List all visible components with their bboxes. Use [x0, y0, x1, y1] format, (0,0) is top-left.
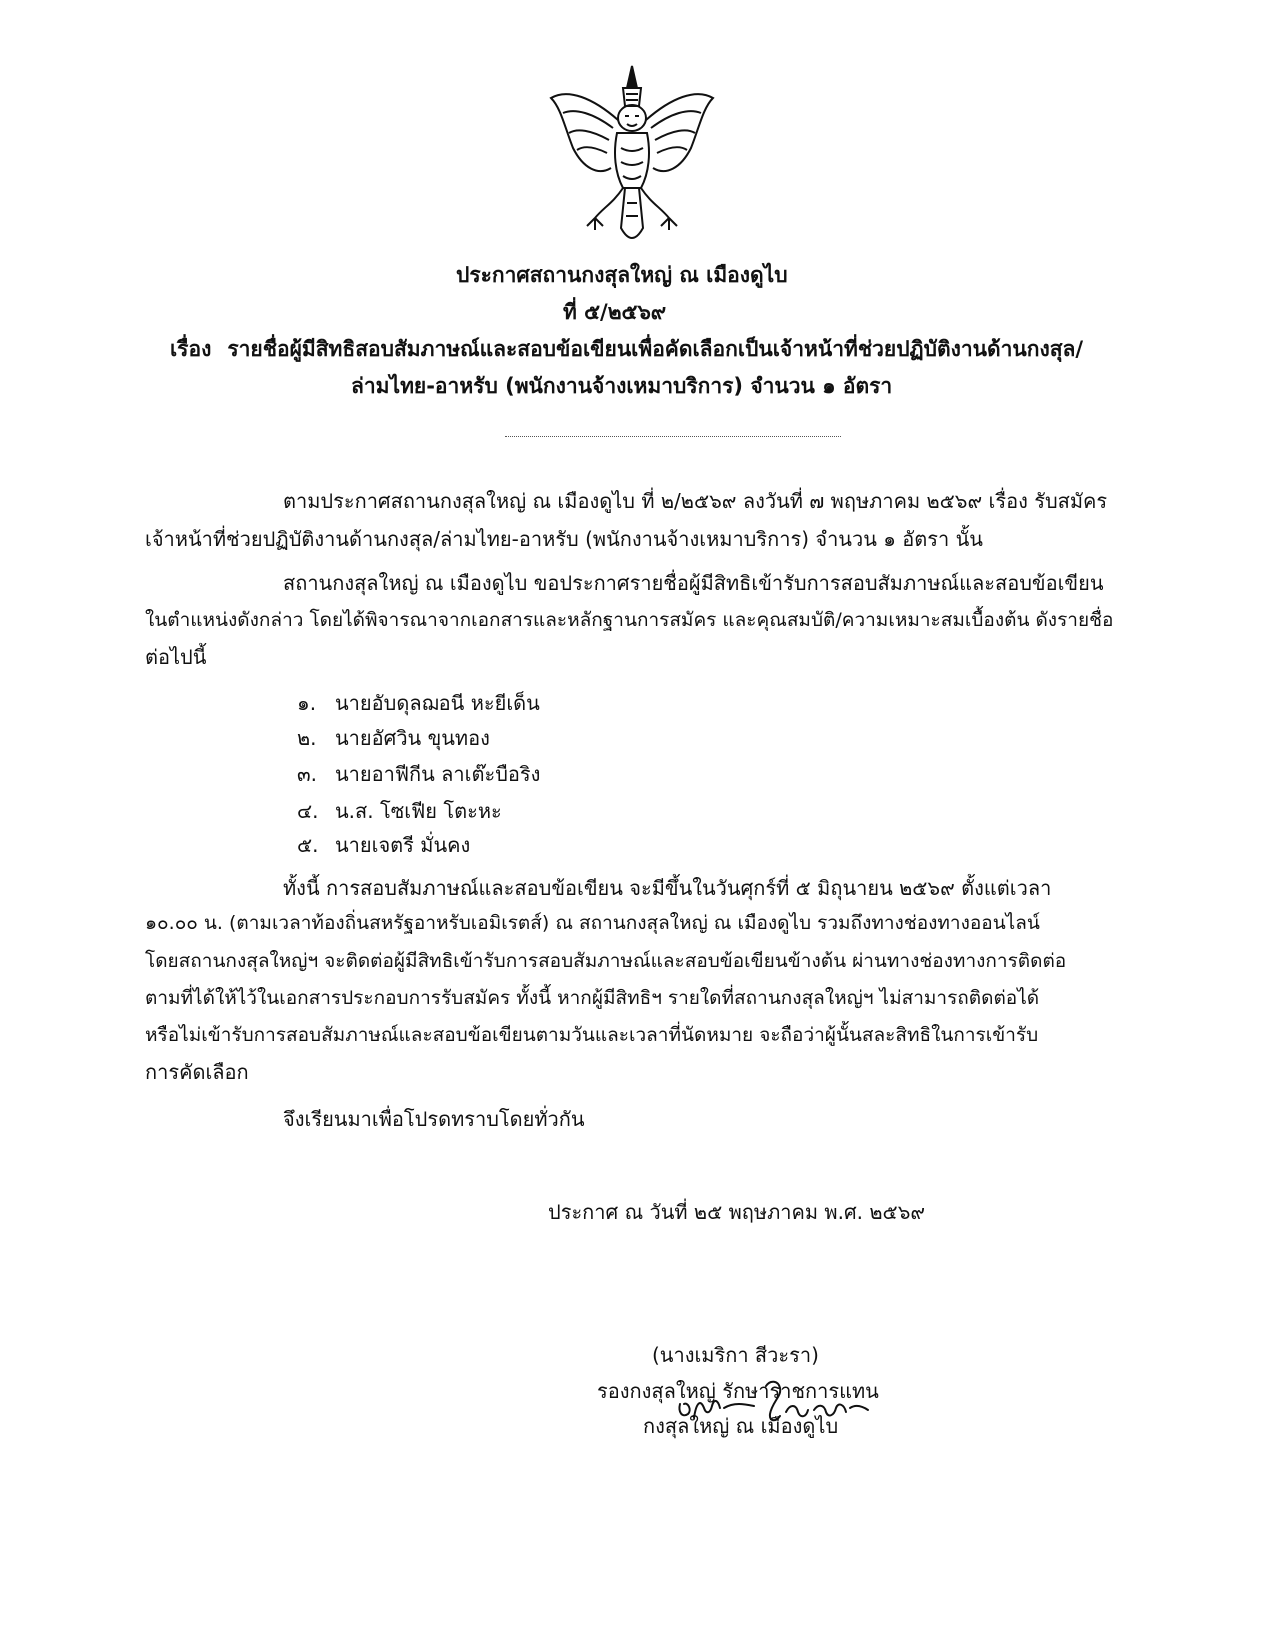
candidate-name: นายอาฟีกีน ลาเต๊ะบือริง	[335, 762, 541, 786]
list-item	[297, 722, 490, 754]
announcement-date: ประกาศ ณ วันที่ ๒๕ พฤษภาคม พ.ศ. ๒๕๖๙	[548, 1200, 926, 1224]
list-item	[297, 795, 502, 827]
garuda-emblem-icon	[543, 58, 721, 258]
para1-line-2: เจ้าหน้าที่ช่วยปฏิบัติงานด้านกงสุล/ล่ามไทย-อาหรับ (พนักงานจ้างเหมาบริการ) จำนวน ๑ อัตรา นั้น	[145, 527, 983, 551]
candidate-name: นายอัศวิน ขุนทอง	[335, 726, 490, 750]
para3-line-4: ตามที่ได้ให้ไว้ในเอกสารประกอบการรับสมัคร ทั้งนี้ หากผู้มีสิทธิฯ รายใดที่สถานกงสุลใหญ่ฯ ไม่สามารถติดต่อได้	[145, 987, 1040, 1009]
list-number: ๒.	[297, 726, 317, 750]
para1-line-1: ตามประกาศสถานกงสุลใหญ่ ณ เมืองดูไบ ที่ ๒/๒๕๖๙ ลงวันที่ ๗ พฤษภาคม ๒๕๖๙ เรื่อง รับสมัคร	[283, 489, 1108, 513]
signer-position-1: รองกงสุลใหญ่ รักษาราชการแทน	[597, 1379, 879, 1403]
signer-name: (นางเมริกา สีวะรา)	[652, 1343, 819, 1367]
list-number: ๑.	[297, 691, 317, 715]
signer-position-2: กงสุลใหญ่ ณ เมืองดูไบ	[643, 1414, 839, 1438]
list-item	[297, 829, 470, 861]
list-number: ๓.	[297, 762, 318, 786]
para2-line-3: ต่อไปนี้	[145, 645, 207, 669]
list-number: ๕.	[297, 833, 319, 857]
candidate-name: นายอับดุลฌอนี หะยีเด็น	[335, 691, 540, 715]
para2-line-1: สถานกงสุลใหญ่ ณ เมืองดูไบ ขอประกาศรายชื่อผู้มีสิทธิเข้ารับการสอบสัมภาษณ์และสอบข้อเขียน	[283, 571, 1104, 595]
subject-label: เรื่อง	[170, 337, 212, 361]
subject-text-1: รายชื่อผู้มีสิทธิสอบสัมภาษณ์และสอบข้อเขียนเพื่อคัดเลือกเป็นเจ้าหน้าที่ช่วยปฏิบัติงานด้านกงสุล/	[227, 337, 1084, 361]
list-item	[297, 687, 540, 719]
closing-sentence: จึงเรียนมาเพื่อโปรดทราบโดยทั่วกัน	[283, 1107, 585, 1131]
header-divider	[505, 436, 841, 437]
subject-line-2: ล่ามไทย-อาหรับ (พนักงานจ้างเหมาบริการ) จำนวน ๑ อัตรา	[351, 374, 893, 398]
announcement-title: ประกาศสถานกงสุลใหญ่ ณ เมืองดูไบ	[456, 263, 788, 287]
para3-line-6: การคัดเลือก	[145, 1060, 249, 1084]
para3-line-2: ๑๐.๐๐ น. (ตามเวลาท้องถิ่นสหรัฐอาหรับเอมิเรตส์) ณ สถานกงสุลใหญ่ ณ เมืองดูไบ รวมถึงทางช่องทางออนไลน์	[145, 912, 1040, 934]
list-item	[297, 758, 540, 790]
para3-line-1: ทั้งนี้ การสอบสัมภาษณ์และสอบข้อเขียน จะมีขึ้นในวันศุกร์ที่ ๕ มิถุนายน ๒๕๖๙ ตั้งแต่เวลา	[283, 876, 1052, 900]
announcement-number: ที่ ๕/๒๕๖๙	[563, 300, 667, 324]
para3-line-5: หรือไม่เข้ารับการสอบสัมภาษณ์และสอบข้อเขียนตามวันและเวลาที่นัดหมาย จะถือว่าผู้นั้นสละสิทธิในการเข้ารับ	[145, 1024, 1039, 1046]
candidate-name: นายเจตรี มั่นคง	[335, 833, 471, 857]
list-number: ๔.	[297, 799, 319, 823]
para2-line-2: ในตำแหน่งดังกล่าว โดยได้พิจารณาจากเอกสารและหลักฐานการสมัคร และคุณสมบัติ/ความเหมาะสมเบื้องต้น ดังรายชื่อ	[145, 609, 1114, 631]
subject-line-1	[170, 333, 1083, 366]
candidate-name: น.ส. โซเฟีย โตะหะ	[335, 799, 502, 823]
para3-line-3: โดยสถานกงสุลใหญ่ฯ จะติดต่อผู้มีสิทธิเข้ารับการสอบสัมภาษณ์และสอบข้อเขียนข้างต้น ผ่านทางช่องทางการติดต่อ	[145, 950, 1067, 972]
